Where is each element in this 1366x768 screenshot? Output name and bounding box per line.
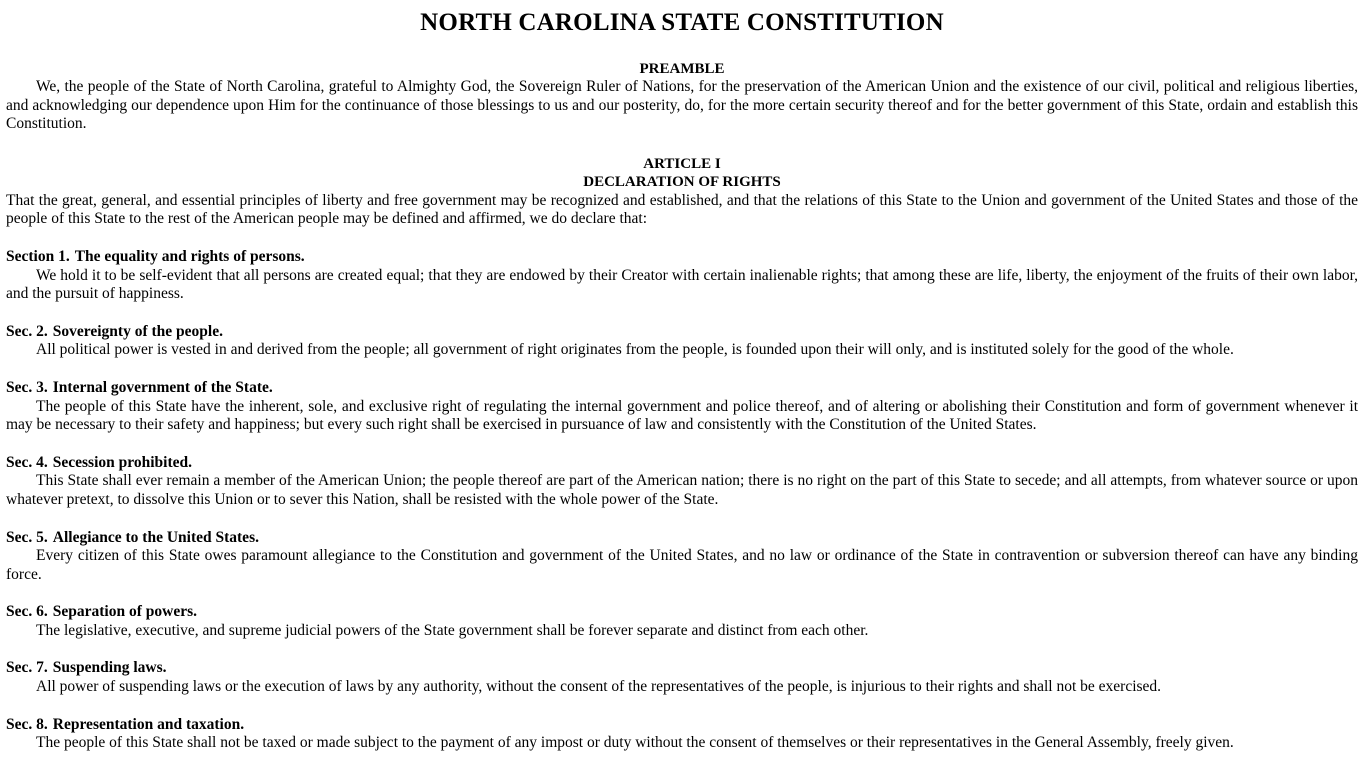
section-number: Sec. 7. <box>6 659 48 677</box>
section-paragraph: The people of this State have the inherent, sole, and exclusive right of regulating the internal government and police thereof, and of altering or abolishing their Constitution and form of government whenever it may be necessary to their safety and happiness; but every such right shall be exercised in pursuance of law and consistently with the Constitution of the United States. <box>6 397 1358 434</box>
section-heading <box>6 248 1358 267</box>
preamble-heading: PREAMBLE <box>639 61 725 77</box>
section-heading <box>6 379 1358 398</box>
preamble-paragraph: We, the people of the State of North Carolina, grateful to Almighty God, the Sovereign Ruler of Nations, for the preservation of the American Union and the existence of our civil, political and religious liberties, and acknowledging our dependence upon Him for the continuance of those blessings to us and our posterity, do, for the more certain security thereof and for the better government of this State, ordain and establish this Constitution. <box>6 78 1358 133</box>
section-block <box>6 659 1358 696</box>
sections-list <box>6 248 1358 753</box>
section-heading <box>6 323 1358 342</box>
article-title: DECLARATION OF RIGHTS <box>583 174 781 191</box>
section-block <box>6 603 1358 640</box>
section-title: Suspending laws. <box>52 659 167 677</box>
section-block <box>6 248 1358 304</box>
section-title: Separation of powers. <box>52 603 197 621</box>
section-title: Allegiance to the United States. <box>52 528 259 546</box>
section-paragraph: The legislative, executive, and supreme judicial powers of the State government shall be forever separate and distinct from each other. <box>36 621 869 639</box>
section-paragraph: All power of suspending laws or the execution of laws by any authority, without the consent of the representatives of the people, is injurious to their rights and shall not be exercised. <box>36 678 1162 696</box>
section-number: Sec. 6. <box>6 603 48 621</box>
section-title: Sovereignty of the people. <box>52 322 223 340</box>
section-title: Internal government of the State. <box>52 378 273 396</box>
section-number: Section 1. <box>6 247 70 265</box>
section-number: Sec. 8. <box>6 715 48 733</box>
section-heading <box>6 529 1358 548</box>
section-block <box>6 716 1358 753</box>
section-paragraph: This State shall ever remain a member of the American Union; the people thereof are part of the American nation; there is no right on the part of this State to secede; and all attempts, from whatever source or upon whatever pretext, to dissolve this Union or to sever this Nation, shall be resisted with the whole power of the State. <box>6 472 1358 508</box>
article-heading <box>6 155 1358 192</box>
section-paragraph: The people of this State shall not be taxed or made subject to the payment of any impost or duty without the consent of themselves or their representatives in the General Assembly, freely given. <box>36 734 1234 752</box>
article-intro-paragraph: That the great, general, and essential principles of liberty and free government may be recognized and established, and that the relations of this State to the Union and government of the United States and those of the people of this State to the rest of the American people may be defined and affirmed, we do declare that: <box>6 191 1358 228</box>
document-title: NORTH CAROLINA STATE CONSTITUTION <box>420 9 944 36</box>
section-block <box>6 323 1358 360</box>
section-paragraph: We hold it to be self-evident that all persons are created equal; that they are endowed by their Creator with certain inalienable rights; that among these are life, liberty, the enjoyment of the fruits of their own labor, and the pursuit of happiness. <box>6 266 1358 303</box>
article-number: ARTICLE I <box>643 155 721 172</box>
section-number: Sec. 3. <box>6 378 48 396</box>
section-paragraph: Every citizen of this State owes paramount allegiance to the Constitution and government of the United States, and no law or ordinance of the State in contravention or subversion thereof can have any binding force. <box>6 547 1358 583</box>
section-title: The equality and rights of persons. <box>74 247 305 265</box>
section-title: Representation and taxation. <box>52 715 245 733</box>
section-heading <box>6 716 1358 735</box>
section-number: Sec. 2. <box>6 322 48 340</box>
section-heading <box>6 454 1358 473</box>
section-number: Sec. 4. <box>6 453 48 471</box>
section-title: Secession prohibited. <box>52 453 193 471</box>
section-block <box>6 379 1358 435</box>
section-block <box>6 529 1358 585</box>
section-paragraph: All political power is vested in and derived from the people; all government of right originates from the people, is founded upon their will only, and is instituted solely for the good of the whole. <box>36 341 1234 359</box>
section-number: Sec. 5. <box>6 528 48 546</box>
section-heading <box>6 603 1358 622</box>
section-heading <box>6 659 1358 678</box>
section-block <box>6 454 1358 510</box>
